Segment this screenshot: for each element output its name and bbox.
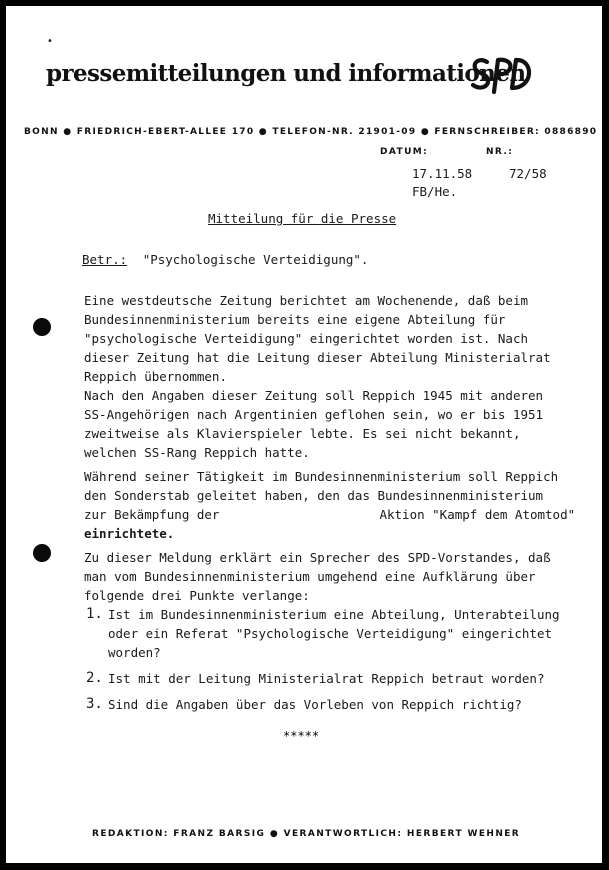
paragraph-4: Zu dieser Meldung erklärt ein Sprecher des SPD-Vorstandes, daß man vom Bundesinnenministerium umgehend eine Aufklärung über folgende drei Punkte verlange: xyxy=(84,550,551,603)
document-date: 17.11.58 xyxy=(412,166,473,181)
list-item: 3. Sind die Angaben über das Vorleben von Reppich richtig? xyxy=(86,696,522,712)
paragraph-3: Während seiner Tätigkeit im Bundesinnenministerium soll Reppich den Sonderstab geleitet haben, den das Bundesinnenministerium zur Bekämpfung der Aktion "Kampf dem Atomtod" einrichtete. xyxy=(84,469,576,541)
betr-label: Betr.: xyxy=(82,252,128,267)
betr-text: "Psychologische Verteidigung". xyxy=(142,252,369,267)
paragraph-1: Eine westdeutsche Zeitung berichtet am Wochenende, daß beim Bundesinnenministerium bereits eine eigene Abteilung für "psychologische Verteidigung" eingerichtet worden ist. Nach dieser Zeitung hat die Leitung dieser Abteilung Ministerialrat Reppich übernommen. xyxy=(84,293,551,384)
list-item: 1. Ist im Bundesinnenministerium eine Abteilung, Unterabteilung oder ein Referat "Psychologische Verteidigung" eingerichtet worden? xyxy=(86,606,560,660)
punch-hole xyxy=(33,544,51,562)
points-list xyxy=(84,605,562,721)
end-mark: ***** xyxy=(283,729,320,743)
document-initials: FB/He. xyxy=(412,184,458,199)
paragraph-2: Nach den Angaben dieser Zeitung soll Reppich 1945 mit anderen SS-Angehörigen nach Argentinien geflohen sein, wo er bis 1951 zweitweise als Klavierspieler lebte. Es sei nicht bekannt, welchen SS-Rang Reppich hatte. xyxy=(84,388,544,460)
letterhead-title: pressemitteilungen und informationen xyxy=(46,60,526,87)
spd-logo-icon xyxy=(468,52,536,98)
footer-credits: REDAKTION: FRANZ BARSIG ● VERANTWORTLICH: HERBERT WEHNER xyxy=(92,829,521,839)
address-line: BONN ● FRIEDRICH-EBERT-ALLEE 170 ● TELEFON-NR. 21901-09 ● FERNSCHREIBER: 0886890 xyxy=(24,127,598,137)
ink-speck: • xyxy=(47,36,53,47)
nr-label: NR.: xyxy=(486,147,514,157)
document-heading: Mitteilung für die Presse xyxy=(208,211,397,226)
document-number: 72/58 xyxy=(509,166,547,181)
document-page xyxy=(6,6,602,863)
datum-label: DATUM: xyxy=(380,147,429,157)
list-item: 2. Ist mit der Leitung Ministerialrat Reppich betraut worden? xyxy=(86,670,545,686)
punch-hole xyxy=(33,318,51,336)
